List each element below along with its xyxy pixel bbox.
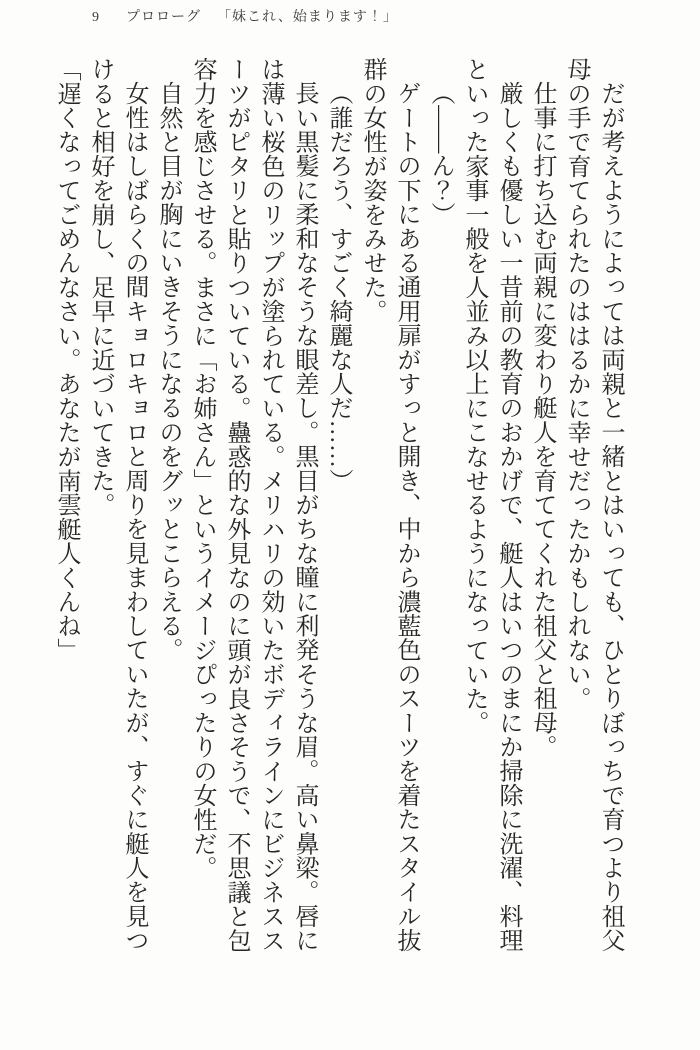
paragraph: だが考えようによっては両親と一緒とはいっても、ひとりぼっちで育つより祖父母の手で育てられたのははるかに幸せだったかもしれない。 [563, 57, 623, 953]
paragraph: （誰だろう、すごく綺麗な人だ……） [325, 81, 351, 493]
paragraph: 「遅くなってごめんなさい。あなたが南雲艇人くんね」 [53, 57, 79, 662]
chapter-label: プロローグ [126, 10, 201, 25]
paragraph: 女性はしばらくの間キョロキョロと周りを見まわしていたが、すぐに艇人を見つけると相好を崩し、足早に近づいてきた。 [87, 57, 147, 953]
paragraph: 厳しくも優しい一昔前の教育のおかげで、艇人はいつのまにか掃除に洗濯、料理といった家事一般を人並み以上にこなせるようになっていた。 [461, 57, 521, 953]
body-text [49, 57, 627, 969]
paragraph: ゲートの下にある通用扉がすっと開き、中から濃藍色のスーツを着たスタイル抜群の女性が姿をみせた。 [359, 57, 419, 953]
chapter-title: 「妹これ、始まります！」 [217, 10, 398, 25]
running-head [92, 6, 398, 26]
paragraph: 長い黒髪に柔和なそうな眼差し。黒目がちな瞳に利発そうな眉。高い鼻梁。唇には薄い桜色のリップが塗られている。メリハリの効いたボディラインにビジネススーツがピタリと貼りついている。蠱惑的な外見なのに頭が良さそうで、不思議と包容力を感じさせる。まさに「お姉さん」というイメージぴったりの女性だ。 [189, 57, 317, 953]
paragraph: 仕事に打ち込む両親に変わり艇人を育ててくれた祖父と祖母。 [529, 81, 555, 759]
paragraph: 自然と目が胸にいきそうになるのをグッとこらえる。 [155, 81, 181, 662]
paragraph: （――ん？） [427, 81, 453, 227]
page-number: 9 [92, 10, 100, 25]
